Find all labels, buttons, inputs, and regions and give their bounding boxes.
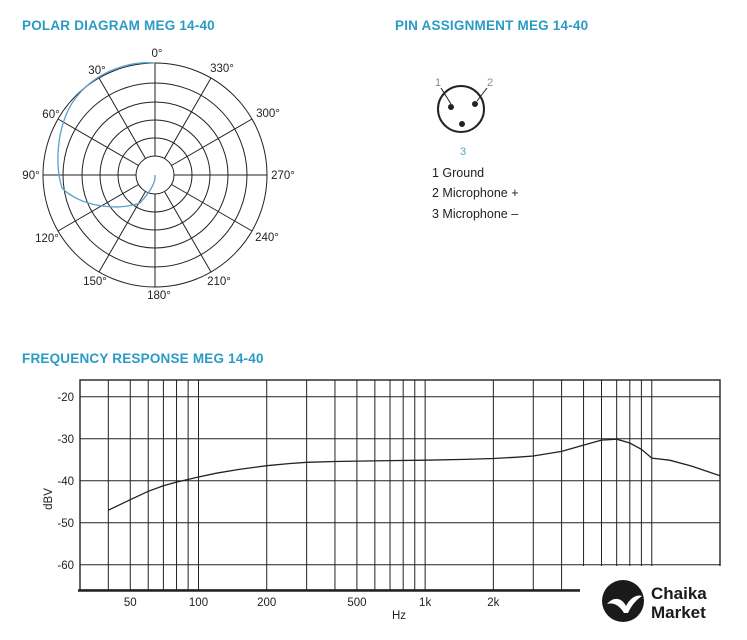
pin-number-1: 1 [434, 77, 442, 89]
x-tick-label: 50 [123, 597, 137, 609]
y-axis-ticks [57, 392, 74, 572]
frequency-response-title: FREQUENCY RESPONSE MEG 14-40 [22, 351, 264, 366]
logo-line-1: Chaika [651, 584, 707, 603]
frequency-response-curve [108, 439, 720, 510]
y-axis-label: dBV [43, 488, 55, 510]
x-axis-ticks [124, 597, 500, 609]
pin-number-3: 3 [459, 146, 467, 158]
polar-diagram [22, 48, 295, 302]
polar-label-60: 60° [42, 109, 60, 121]
polar-label-300: 300° [256, 108, 280, 120]
x-tick-label: 2k [487, 597, 500, 609]
polar-label-180: 180° [147, 290, 171, 302]
pin-number-2: 2 [486, 77, 494, 89]
y-tick-label: -30 [57, 433, 74, 446]
x-axis-label: Hz [391, 610, 407, 622]
pin-assignment-mic-minus: 3 Microphone – [432, 207, 519, 221]
pin-2-contact [472, 101, 478, 107]
x-tick-label: 100 [188, 597, 209, 609]
logo-line-2: Market [651, 603, 706, 622]
logo-circle [602, 580, 644, 622]
polar-label-30: 30° [88, 65, 106, 77]
y-tick-label: -50 [57, 517, 74, 530]
polar-label-120: 120° [35, 233, 59, 245]
x-tick-label: 500 [347, 597, 367, 609]
pin-1-contact [448, 104, 454, 110]
y-tick-label: -40 [57, 475, 74, 488]
polar-label-210: 210° [207, 276, 231, 288]
frequency-grid [80, 380, 720, 590]
pin-assignment-mic-plus: 2 Microphone + [432, 186, 519, 200]
polar-label-240: 240° [255, 232, 279, 244]
pin-assignment-title: PIN ASSIGNMENT MEG 14-40 [395, 18, 589, 33]
frequency-plot-border [80, 380, 720, 590]
xlr-connector [435, 77, 493, 158]
polar-label-0: 0° [151, 48, 163, 60]
polar-label-150: 150° [83, 276, 107, 288]
polar-label-330: 330° [210, 63, 234, 75]
polar-label-90: 90° [22, 170, 40, 182]
chaika-market-logo [580, 566, 747, 640]
y-tick-label: -20 [57, 391, 74, 404]
polar-diagram-title: POLAR DIAGRAM MEG 14-40 [22, 18, 215, 33]
y-tick-label: -60 [57, 559, 74, 572]
x-tick-label: 1k [419, 597, 432, 609]
polar-label-270: 270° [271, 170, 295, 182]
pin-3-contact [459, 121, 465, 127]
pin-assignment-ground: 1 Ground [432, 166, 485, 180]
x-tick-label: 200 [257, 597, 277, 609]
